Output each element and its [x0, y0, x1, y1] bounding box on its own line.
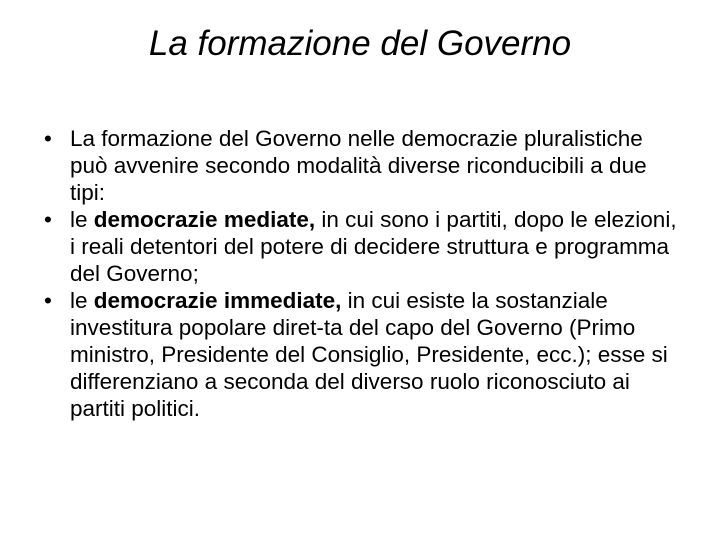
- bullet-text-plain: La formazione del Governo nelle democrazie pluralistiche può avvenire secondo modalità diverse riconducibili a due tipi:: [70, 126, 647, 205]
- bullet-text: [70, 126, 647, 205]
- bullet-list: [44, 125, 684, 422]
- bullet-text: [70, 288, 668, 421]
- bullet-icon: •: [44, 207, 52, 232]
- bullet-text-plain: le: [70, 207, 94, 232]
- bullet-text-plain: in cui esiste la sostanziale investitura popolare diret-ta del capo del Governo (Primo ministro, Presidente del Consiglio, Presidente, ecc.); esse si differenziano a seconda del diverso ruolo riconosciuto ai partiti politici.: [70, 288, 668, 421]
- bullet-text-bold: democrazie immediate,: [93, 288, 342, 313]
- bullet-item-mediate: [44, 206, 684, 287]
- bullet-icon: •: [44, 126, 52, 151]
- bullet-text: [70, 207, 677, 286]
- bullet-item-intro: [44, 125, 684, 206]
- bullet-text-bold: democrazie mediate,: [93, 207, 316, 232]
- slide-title: La formazione del Governo: [148, 24, 572, 63]
- bullet-text-plain: in cui sono i partiti, dopo le elezioni, i reali detentori del potere di decidere struttura e programma del Governo;: [70, 207, 677, 286]
- bullet-text-plain: le: [70, 288, 94, 313]
- bullet-icon: •: [44, 288, 52, 313]
- bullet-item-immediate: [44, 287, 684, 422]
